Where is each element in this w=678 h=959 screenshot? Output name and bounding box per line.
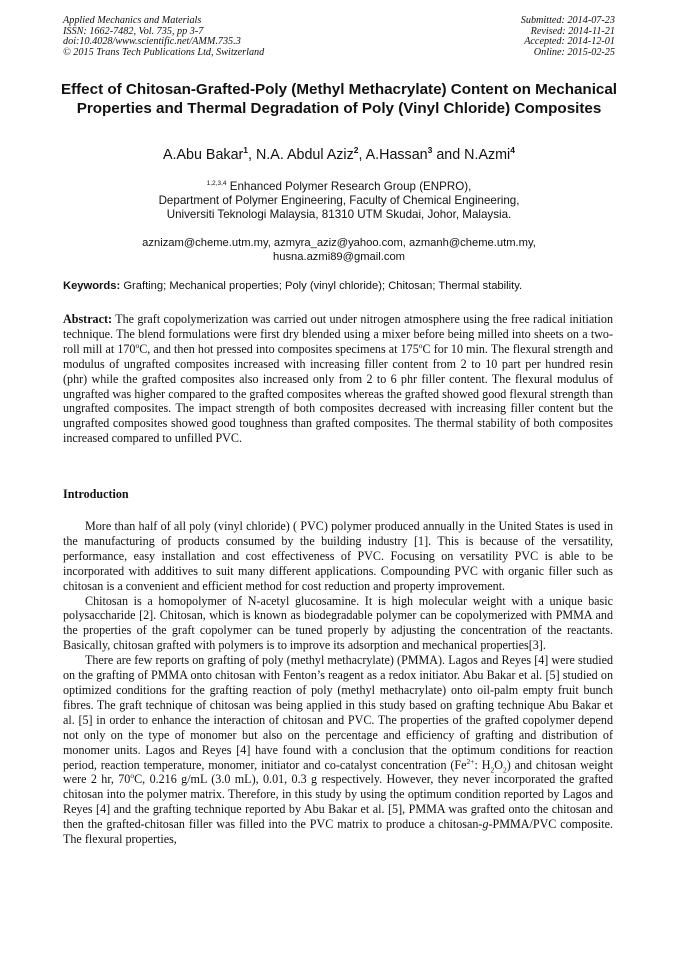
formula-sub: 2 bbox=[490, 764, 495, 774]
paragraph: Chitosan is a homopolymer of N-acetyl glucosamine. It is high molecular weight with a unique basic polysaccharide [2]. Chitosan, which is known as biodegradable polymer can be copolymerized with PMMA and the properties of the graft copolymer can be tuned properly by adjusting the concentration of the reactants. Basically, chitosan grafted with polymers is to improve its adsorption and mechanical properties[3]. bbox=[63, 593, 613, 653]
affiliation-line: Enhanced Polymer Research Group (ENPRO), bbox=[229, 180, 472, 193]
paragraph-text: -PMMA/PVC composite. The flexural properties, bbox=[63, 817, 613, 847]
author-list bbox=[0, 147, 678, 163]
paragraph bbox=[63, 653, 613, 847]
abstract-text: C for 10 min. The flexural strength and modulus of ungrafted composites increased with increasing filler content from 2 to 10 part per hundred resin (phr) while the grafted composites also increased only from 2 to 6 phr filler content. The flexural modulus of ungrafted was higher compared to the grafted composites whereas the grafted showed good flexural strength than ungrafted composites. The impact strength of both composites decreased with increasing filler content but the ungrafted composites showed good toughness than grafted composites. The thermal stability of both composites increased compared to unfilled PVC. bbox=[63, 341, 613, 446]
degree-sup: o bbox=[135, 340, 140, 350]
author-emails bbox=[0, 236, 678, 264]
paragraph-text: : H bbox=[474, 757, 491, 772]
email-line[interactable]: husna.azmi89@gmail.com bbox=[273, 251, 405, 263]
affiliation-line: Universiti Teknologi Malaysia, 81310 UTM Skudai, Johor, Malaysia. bbox=[166, 208, 512, 221]
keywords-label: Keywords: bbox=[63, 280, 121, 292]
affiliation-sup: 1,2,3,4 bbox=[206, 180, 227, 188]
paragraph-text: ) and chitosan weight were 2 hr, 70 bbox=[63, 757, 614, 787]
publication-dates bbox=[521, 16, 615, 58]
affiliation-line: Department of Polymer Engineering, Faculty of Chemical Engineering, bbox=[158, 194, 520, 207]
author-name: N.A. Abdul Aziz bbox=[255, 147, 354, 163]
author-separator: and bbox=[432, 147, 465, 163]
paragraph-text: C, 0.216 g/mL (3.0 mL), 0.01, 0.3 g respectively. However, they never incorporated the grafted chitosan into the polymer matrix. Therefore, in this study by using the optimum condition reported by Lagos and Reyes [4] and the grafting technique reported by Abu Bakar et al. [5], PMMA was grafted onto the chitosan and then the grafted-chitosan filler was filled into the PVC matrix to produce a chitosan- bbox=[63, 772, 613, 832]
paragraph-text: O bbox=[494, 757, 503, 772]
journal-meta bbox=[63, 16, 264, 58]
degree-sup: o bbox=[418, 340, 423, 350]
abstract bbox=[63, 312, 613, 446]
author-name: N.Azmi bbox=[464, 147, 511, 163]
keywords bbox=[63, 280, 623, 292]
keywords-text: Grafting; Mechanical properties; Poly (vinyl chloride); Chitosan; Thermal stability. bbox=[123, 280, 523, 292]
paragraph-text: There are few reports on grafting of poly (methyl methacrylate) (PMMA). Lagos and Reyes [4] were studied on the grafting of PMMA onto chitosan with Fenton’s reagent as a redox initiator. Abu Bakar et al. [5] studied on optimized conditions for the grafting reaction of poly (methyl methacrylate) onto oil-palm empty fruit bunch fibres. The graft technique of chitosan was being applied in this study based on grafting technique Abu Bakar et al. [5] in order to enhance the interaction of chitosan and PVC. The properties of the grafted copolymer depend not only on the type of monomer but also on the percentage and efficiency of grafting and distribution of monomer units. Lagos and Reyes [4] have found with a conclusion that the optimum conditions for reaction period, reaction temperature, monomer, initiator and co-catalyst concentration (Fe bbox=[63, 653, 613, 772]
submitted-date: Submitted: 2014-07-23 bbox=[520, 15, 615, 26]
journal-name: Applied Mechanics and Materials bbox=[63, 15, 202, 26]
affiliation bbox=[0, 180, 678, 222]
issn-line: ISSN: 1662-7482, Vol. 735, pp 3-7 bbox=[63, 25, 204, 37]
revised-date: Revised: 2014-11-21 bbox=[530, 25, 615, 37]
copyright-line: © 2015 Trans Tech Publications Ltd, Switzerland bbox=[63, 46, 265, 58]
ion-charge-sup: 2+ bbox=[466, 756, 475, 766]
author-name: A.Abu Bakar bbox=[163, 147, 244, 163]
online-date: Online: 2015-02-25 bbox=[533, 46, 615, 58]
accepted-date: Accepted: 2014-12-01 bbox=[524, 36, 615, 48]
author-sup: 2 bbox=[353, 145, 359, 156]
abstract-label: Abstract: bbox=[63, 312, 113, 326]
abstract-text: The graft copolymerization was carried out under nitrogen atmosphere using the free radical initiation technique. The blend formulations were first dry blended using a mixer before being milled into sheets on a two-roll mill at 170 bbox=[63, 312, 613, 356]
italic-g: g bbox=[482, 817, 489, 832]
doi-line[interactable]: doi:10.4028/www.scientific.net/AMM.735.3 bbox=[63, 36, 241, 48]
section-heading-introduction: Introduction bbox=[63, 487, 129, 501]
introduction-body bbox=[63, 519, 613, 847]
author-sup: 1 bbox=[243, 145, 249, 156]
author-separator: , bbox=[248, 147, 256, 163]
paragraph: More than half of all poly (vinyl chloride) ( PVC) polymer produced annually in the United States is used in the manufacturing of products consumed by the building industry [1]. This is because of the versatility, performance, easy installation and cost effectiveness of PVC. Focusing on versatility PVC is able to be incorporated with additives to suit many different applications. Compounding PVC with organic filler such as chitosan is a convenient and efficient method for cost reduction and property improvement. bbox=[63, 519, 613, 593]
degree-sup: o bbox=[130, 771, 135, 781]
email-line[interactable]: aznizam@cheme.utm.my, azmyra_aziz@yahoo.com, azmanh@cheme.utm.my, bbox=[142, 237, 536, 249]
author-sup: 3 bbox=[427, 145, 433, 156]
author-sup: 4 bbox=[510, 145, 515, 156]
abstract-text: C, and then hot pressed into composites specimens at 175 bbox=[139, 341, 419, 356]
author-separator: , bbox=[358, 147, 366, 163]
formula-sub: 2 bbox=[502, 764, 507, 774]
author-name: A.Hassan bbox=[365, 147, 428, 163]
paper-title: Effect of Chitosan-Grafted-Poly (Methyl Methacrylate) Content on Mechanical Properties and Thermal Degradation of Poly (Vinyl Chloride) Composites bbox=[60, 81, 618, 117]
